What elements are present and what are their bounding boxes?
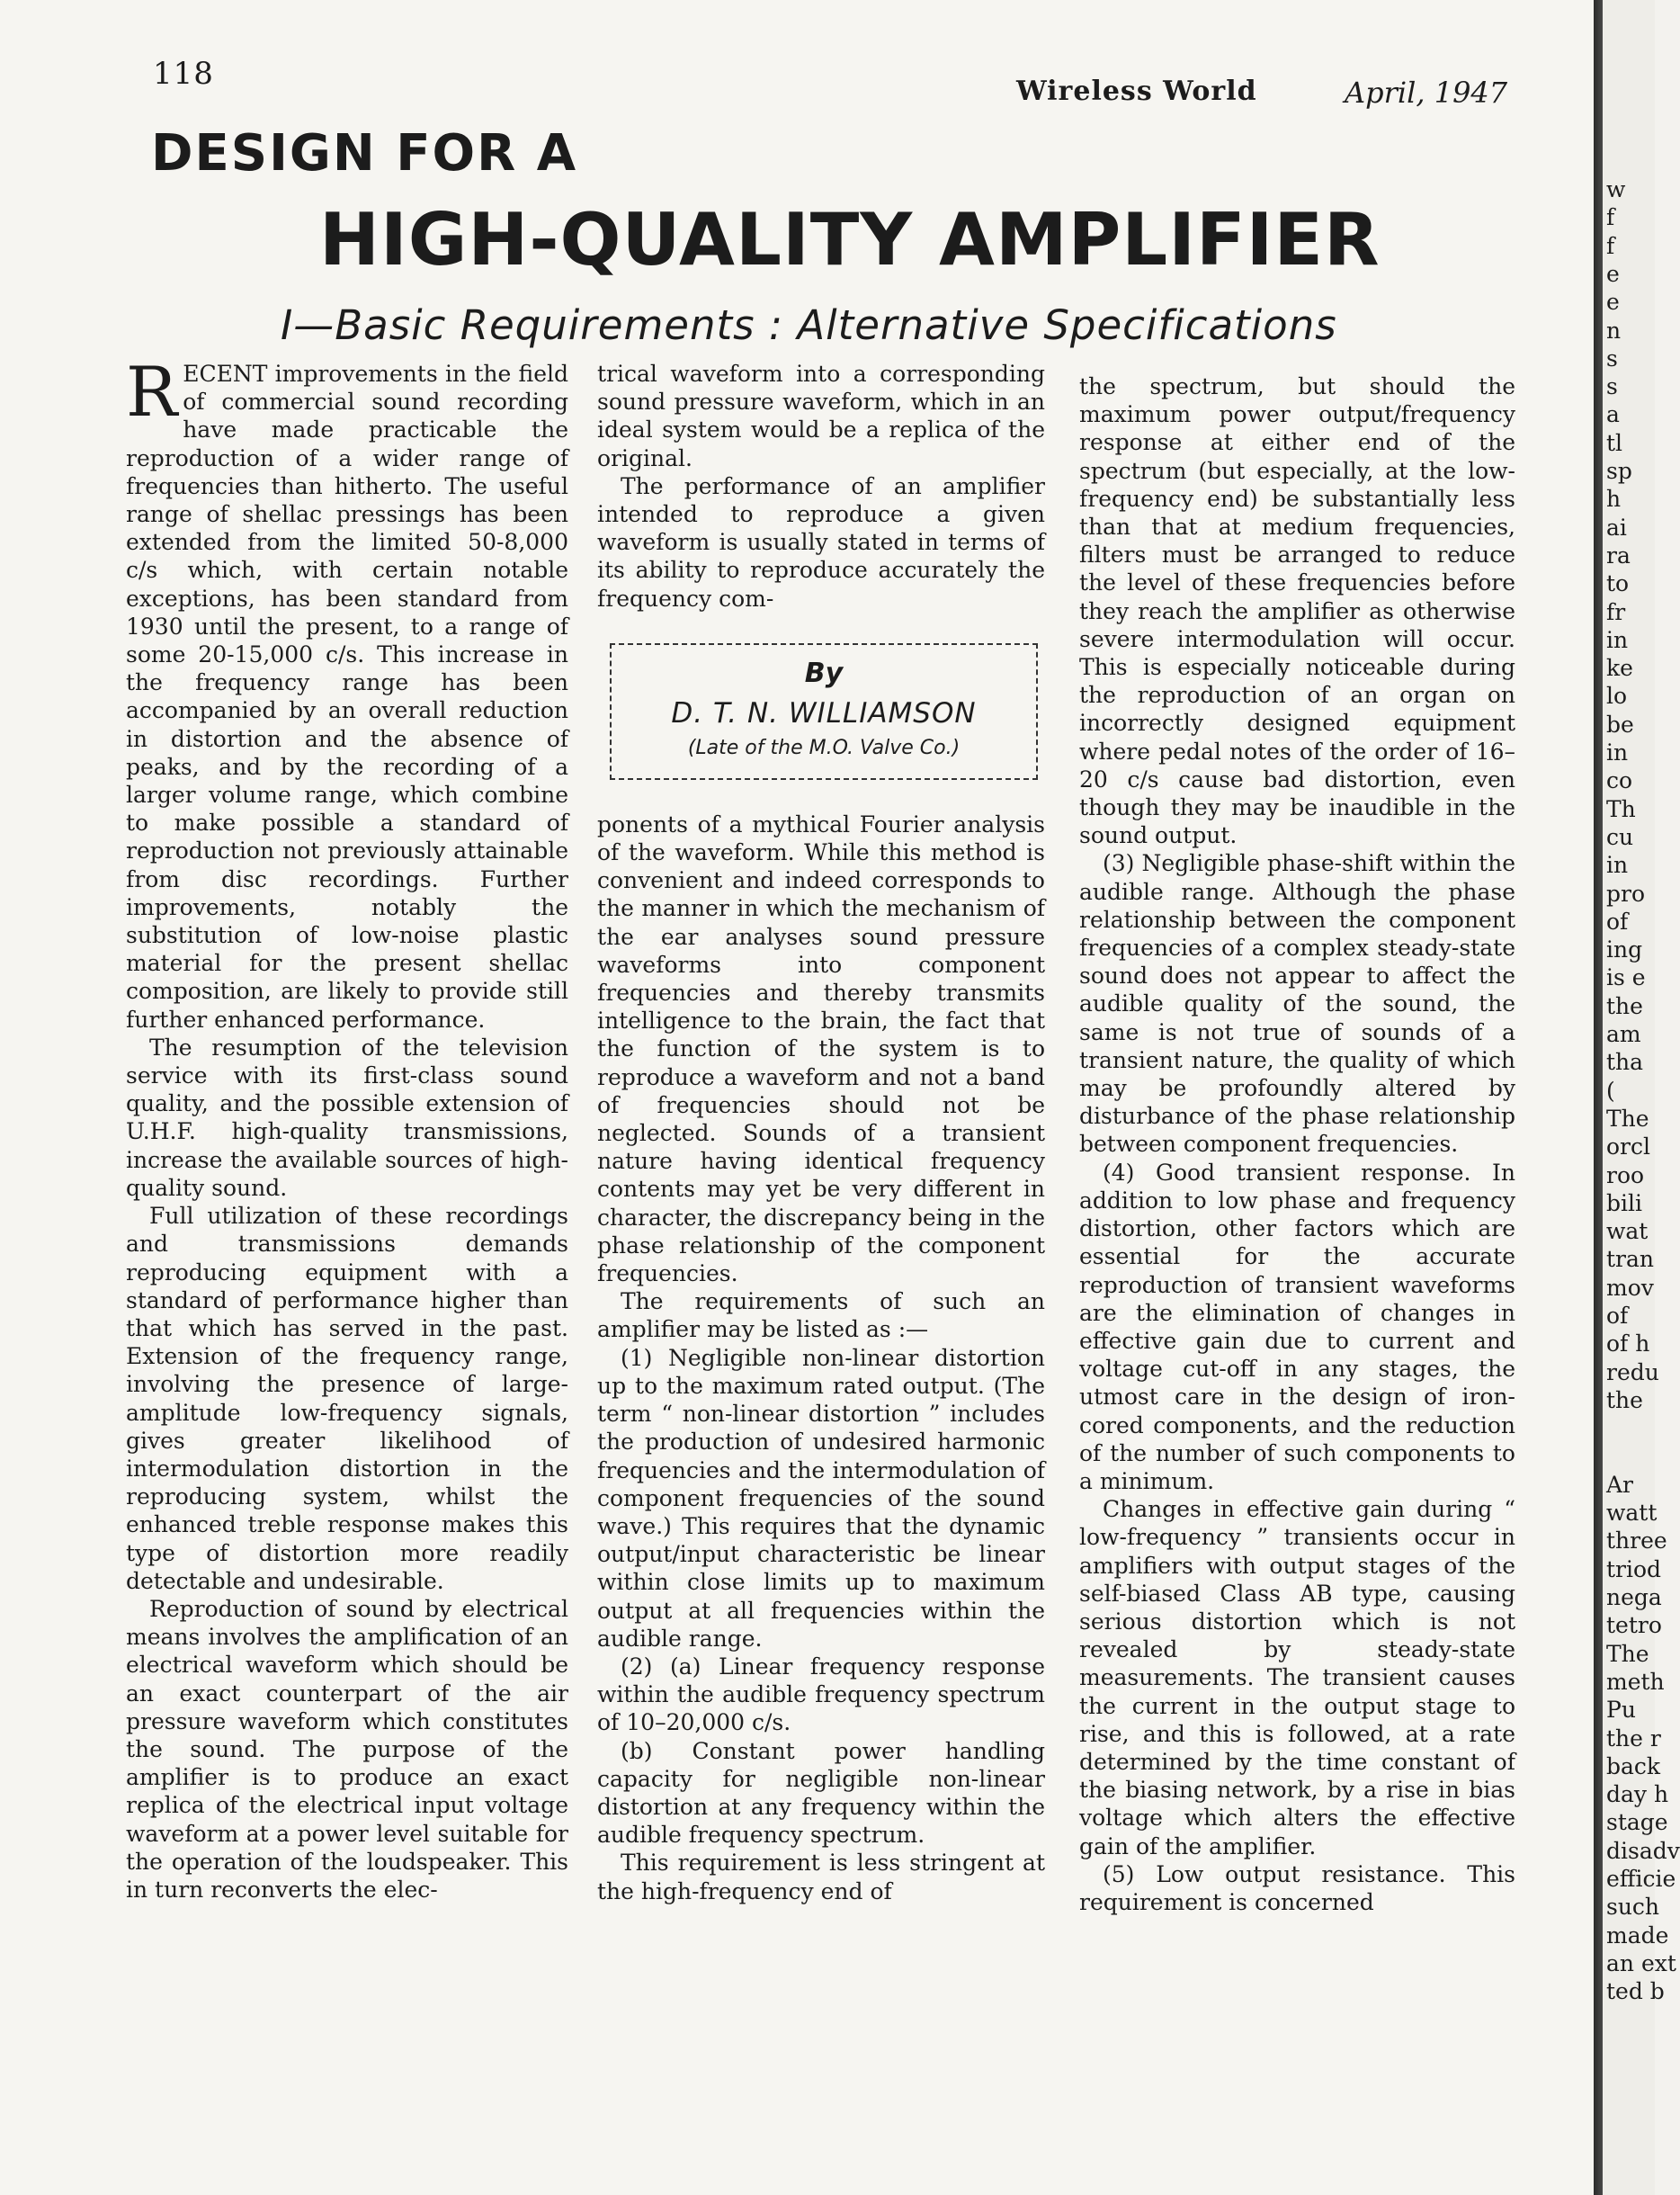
page-gutter	[1594, 0, 1603, 2195]
facing-page-fragment: made	[1606, 1922, 1669, 1949]
facing-page-fragment: Ar	[1606, 1471, 1634, 1498]
facing-page-fragment: to	[1606, 570, 1630, 597]
facing-page-fragment: tl	[1606, 429, 1623, 456]
facing-page-fragment: tha	[1606, 1049, 1644, 1076]
paragraph: Full utilization of these recordings and transmissions demands reproducing equipment with a standard of performance higher than that which has served in the past. Extension of the frequency range, involving the presence of large-amplitude low-frequency signals, gives greater likelihood of intermodulation distortion in the reproducing system, whilst the enhanced treble response makes this type of distortion more readily detectable and undesirable.	[126, 1203, 568, 1594]
facing-page-fragment: ke	[1606, 655, 1633, 682]
paragraph: trical waveform into a corresponding sound pressure waveform, which in an ideal system would be a replica of the original.	[597, 361, 1045, 471]
paragraph: (b) Constant power handling capacity for negligible non-linear distortion at any frequency within the audible frequency spectrum.	[597, 1737, 1045, 1849]
paragraph: (5) Low output resistance. This requirement is concerned	[1079, 1860, 1515, 1915]
title-line-2: HIGH-QUALITY AMPLIFIER	[319, 198, 1381, 282]
title-line-1: DESIGN FOR A	[151, 124, 578, 183]
facing-page-fragment: Th	[1606, 795, 1636, 822]
column-1	[126, 352, 568, 1904]
page-number: 118	[153, 56, 214, 92]
facing-page-fragment: am	[1606, 1021, 1641, 1047]
facing-page-fragment: the r	[1606, 1725, 1661, 1752]
facing-page-fragment: The	[1606, 1105, 1649, 1132]
facing-page-fragment: cu	[1606, 823, 1634, 850]
facing-page-fragment: an ext	[1606, 1949, 1676, 1976]
facing-page-fragment: triod	[1606, 1555, 1662, 1582]
facing-page-fragment: bili	[1606, 1189, 1642, 1216]
issue-date: April, 1947	[1345, 76, 1508, 110]
facing-page-fragment: fr	[1606, 598, 1626, 625]
paragraph: (3) Negligible phase-shift within the audible range. Although the phase relationship between the component frequencies of a complex steady-state sound does not appear to affect the audible quality of the sound, the same is not true of sounds of a transient nature, the quality of which may be profoundly altered by disturbance of the phase relationship between component frequencies.	[1079, 850, 1515, 1158]
facing-page-fragment: e	[1606, 260, 1620, 287]
facing-page-fragment: back	[1606, 1752, 1661, 1779]
facing-page-fragment: wat	[1606, 1218, 1649, 1245]
facing-page-fragment: in	[1606, 739, 1629, 766]
facing-page-fragment: The	[1606, 1640, 1649, 1667]
facing-page-fragment: three	[1606, 1528, 1667, 1554]
facing-page-fragment: meth	[1606, 1668, 1665, 1695]
facing-page-fragment: be	[1606, 711, 1634, 738]
paragraph: the spectrum, but should the maximum power output/frequency response at either end of the spectrum (but especially, at the low-frequency end) be substantially less than that at medium frequencies, filters must be arranged to reduce the level of these frequencies before they reach the amplifier as otherwise severe intermodulation will occur. This is especially noticeable during the reproduction of an organ on incorrectly designed equipment where pedal notes of the order of 16–20 c/s cause bad distortion, even though they may be inaudible in the sound output.	[1079, 373, 1515, 849]
paragraph: The requirements of such an amplifier may be listed as :—	[597, 1288, 1045, 1343]
facing-page-edge	[1603, 0, 1680, 2195]
facing-page-fragment: the	[1606, 1386, 1643, 1413]
facing-page-fragment: w	[1606, 176, 1626, 202]
paragraph: (2) (a) Linear frequency response within the audible frequency spectrum of 10–20,000 c/s.	[597, 1653, 1045, 1736]
facing-page-fragment: in	[1606, 852, 1629, 879]
facing-page-fragment: disadv	[1606, 1837, 1680, 1864]
facing-page-fragment: day h	[1606, 1781, 1669, 1808]
facing-page-fragment: efficie	[1606, 1866, 1676, 1892]
facing-page-fragment: of h	[1606, 1330, 1650, 1357]
article-subtitle: I—Basic Requirements : Alternative Specifications	[281, 301, 1337, 349]
facing-page-fragment: of	[1606, 908, 1629, 935]
facing-page-fragment: watt	[1606, 1500, 1658, 1527]
facing-page-fragment: n	[1606, 317, 1622, 344]
facing-page-fragment: ing	[1606, 936, 1643, 963]
drop-cap: R	[126, 352, 178, 432]
author-affiliation: (Late of the M.O. Valve Co.)	[687, 736, 961, 759]
paragraph: The resumption of the television service with its first-class sound quality, and the possible extension of U.H.F. high-quality transmissions, increase the available sources of high-quality sound.	[126, 1034, 568, 1201]
facing-page-fragment: ai	[1606, 514, 1627, 541]
facing-page-fragment: sp	[1606, 458, 1632, 484]
paragraph	[126, 352, 568, 1034]
facing-page-fragment: tetro	[1606, 1612, 1662, 1639]
facing-page-fragment: nega	[1606, 1584, 1662, 1610]
facing-page-fragment: (	[1606, 1077, 1615, 1104]
facing-page-fragment: stage	[1606, 1809, 1668, 1836]
facing-page-fragment: co	[1606, 767, 1633, 794]
column-2	[597, 360, 1045, 1905]
facing-page-fragment: f	[1606, 232, 1615, 259]
facing-page-fragment: s	[1606, 373, 1618, 400]
facing-page-fragment: f	[1606, 204, 1615, 231]
facing-page-fragment: Pu	[1606, 1697, 1636, 1724]
facing-page-fragment: mov	[1606, 1274, 1654, 1301]
byline-by: By	[804, 657, 844, 689]
facing-page-fragment: pro	[1606, 880, 1646, 907]
paragraph: (4) Good transient response. In addition to low phase and frequency distortion, other factors which are essential for the accurate reproduction of transient waveforms are the elimination of changes in effective gain due to current and voltage cut-off in any stages, the utmost care in the design of iron-cored components, and the reduction of the number of such components to a minimum.	[1079, 1159, 1515, 1494]
paragraph: ponents of a mythical Fourier analysis of the waveform. While this method is convenient and indeed corresponds to the manner in which the mechanism of the ear analyses sound pressure waveforms into component frequencies and thereby transmits intelligence to the brain, the fact that the function of the system is to reproduce a waveform and not a band of frequencies should not be neglected. Sounds of a transient nature having identical frequency contents may yet be very different in character, the discrepancy being in the phase relationship of the component frequencies.	[597, 811, 1045, 1287]
column-3	[1079, 372, 1515, 1916]
paragraph: The performance of an amplifier intended to reproduce a given waveform is usually stated in terms of its ability to reproduce accurately the frequency com-	[597, 472, 1045, 612]
facing-page-fragment: roo	[1606, 1161, 1645, 1188]
facing-page-fragment: tran	[1606, 1246, 1655, 1273]
facing-page-fragment: s	[1606, 345, 1618, 372]
running-header	[153, 56, 1520, 110]
paragraph: Changes in effective gain during “ low-frequency ” transients occur in amplifiers with output stages of the self-biased Class AB type, causing serious distortion which is not revealed by steady-state measurements. The transient causes the current in the output stage to rise, and this is followed, at a rate determined by the time constant of the biasing network, by a rise in bias voltage which alters the effective gain of the amplifier.	[1079, 1496, 1515, 1859]
facing-page-fragment: in	[1606, 626, 1629, 653]
author-name: D. T. N. WILLIAMSON	[671, 696, 977, 730]
paragraph: This requirement is less stringent at the high-frequency end of	[597, 1850, 1045, 1904]
facing-page-fragment: h	[1606, 486, 1622, 513]
facing-page-fragment: such	[1606, 1894, 1660, 1921]
magazine-name: Wireless World	[1016, 76, 1257, 107]
paragraph-text: ECENT improvements in the field of commercial sound recording have made practicable the reproduction of a wider range of frequencies than hitherto. The useful range of shellac pressings has been extended from the limited 50-8,000 c/s which, with certain notable exceptions, has been standard from 1930 until the present, to a range of some 20-15,000 c/s. This increase in the frequency range has been accompanied by an overall reduction in distortion and the absence of peaks, and by the recording of a larger volume range, which combine to make possible a standard of reproduction not previously attainable from disc recordings. Further improvements, notably the substitution of low-noise plastic material for the present shellac composition, are likely to provide still further enhanced performance.	[126, 361, 568, 1033]
byline-box	[610, 643, 1038, 780]
facing-page-fragment: ted b	[1606, 1978, 1665, 2005]
facing-page-fragment: e	[1606, 289, 1620, 316]
facing-page-fragment: redu	[1606, 1358, 1659, 1385]
facing-page-fragment: a	[1606, 401, 1620, 428]
paragraph: Reproduction of sound by electrical means involves the amplification of an electrical waveform which should be an exact counterpart of the air pressure waveform which constitutes the sound. The purpose of the amplifier is to produce an exact replica of the electrical input voltage waveform at a power level suitable for the operation of the loudspeaker. This in turn reconverts the elec-	[126, 1595, 568, 1903]
facing-page-fragment: ra	[1606, 542, 1631, 569]
paragraph: (1) Negligible non-linear distortion up to the maximum rated output. (The term “ non-linear distortion ” includes the production of undesired harmonic frequencies and the intermodulation of component frequencies of the sound wave.) This requires that the dynamic output/input characteristic be linear within close limits up to maximum output at all frequencies within the audible range.	[597, 1344, 1045, 1652]
facing-page-fragment: lo	[1606, 683, 1628, 710]
facing-page-fragment: the	[1606, 992, 1643, 1019]
facing-page-fragment: of	[1606, 1303, 1629, 1329]
facing-page-fragment: is e	[1606, 964, 1646, 991]
facing-page-fragment: orcl	[1606, 1133, 1650, 1160]
